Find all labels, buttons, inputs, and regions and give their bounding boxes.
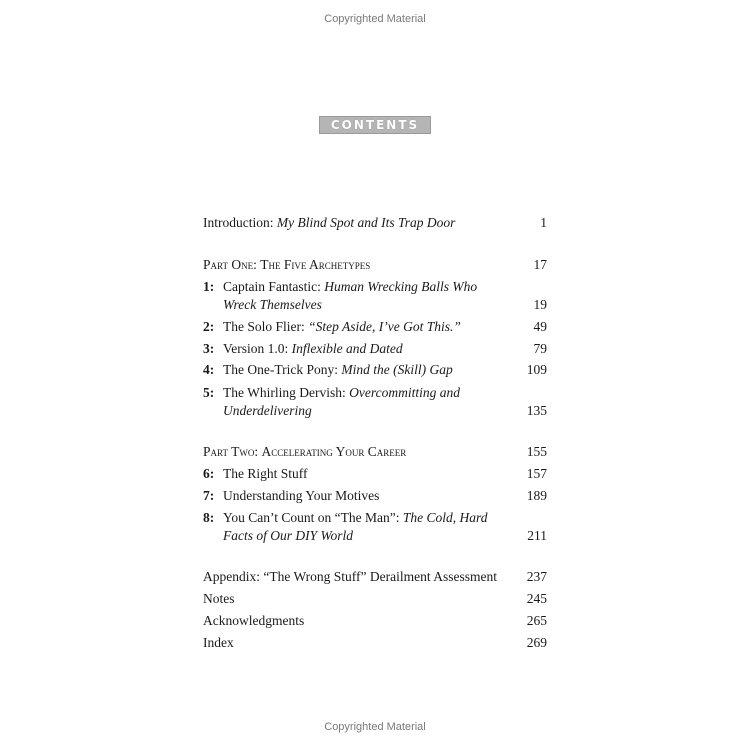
- acknowledgments-label: Acknowledgments: [203, 613, 305, 628]
- part-one-prefix: Part One:: [203, 257, 257, 272]
- chapter-subtitle-line2: Underdelivering: [223, 403, 312, 418]
- page-number: 79: [533, 341, 547, 356]
- chapter-subtitle-line1: Overcommitting and: [349, 385, 460, 400]
- index-label: Index: [203, 635, 234, 650]
- toc-entry-chapter-2[interactable]: [203, 318, 547, 336]
- chapter-number: 3:: [203, 341, 215, 356]
- chapter-number: 8:: [203, 510, 215, 525]
- chapter-subtitle: Inflexible and Dated: [291, 341, 403, 356]
- chapter-subtitle-line1: Human Wrecking Balls Who: [324, 279, 478, 294]
- chapter-title: The Whirling Dervish:: [223, 385, 346, 400]
- page-number: 17: [533, 257, 547, 272]
- chapter-title: You Can’t Count on “The Man”:: [223, 510, 400, 525]
- chapter-number: 1:: [203, 279, 215, 294]
- part-one-title: The Five Archetypes: [260, 257, 371, 272]
- introduction-subtitle: My Blind Spot and Its Trap Door: [276, 215, 456, 230]
- toc-entry-chapter-1[interactable]: [203, 278, 547, 314]
- chapter-number: 2:: [203, 319, 215, 334]
- chapter-title: Captain Fantastic:: [223, 279, 321, 294]
- toc-entry-chapter-5[interactable]: [203, 384, 547, 420]
- toc-entry-notes[interactable]: [203, 590, 547, 608]
- toc-entry-index[interactable]: [203, 634, 547, 652]
- page-number: 211: [527, 528, 547, 543]
- chapter-number: 4:: [203, 362, 215, 377]
- toc-entry-chapter-7[interactable]: [203, 487, 547, 505]
- contents-heading: CONTENTS: [319, 116, 431, 134]
- toc-entry-chapter-4[interactable]: [203, 361, 547, 379]
- page-number: 155: [526, 444, 547, 459]
- page-number: 157: [526, 466, 547, 481]
- page-number: 269: [526, 635, 547, 650]
- page-number: 265: [526, 613, 547, 628]
- chapter-number: 7:: [203, 488, 215, 503]
- chapter-title: The Right Stuff: [223, 466, 308, 481]
- toc-entry-chapter-6[interactable]: [203, 465, 547, 483]
- toc-entry-acknowledgments[interactable]: [203, 612, 547, 630]
- part-two-title: Accelerating Your Career: [261, 444, 407, 459]
- toc-entry-chapter-3[interactable]: [203, 340, 547, 358]
- chapter-title: The One-Trick Pony:: [223, 362, 338, 377]
- page-number: 19: [533, 297, 547, 312]
- page-number: 245: [526, 591, 547, 606]
- toc-entry-appendix[interactable]: [203, 568, 547, 586]
- chapter-title: The Solo Flier:: [223, 319, 305, 334]
- toc-entry-chapter-8[interactable]: [203, 509, 547, 545]
- chapter-title: Version 1.0:: [223, 341, 289, 356]
- copyright-watermark-top: Copyrighted Material: [324, 13, 426, 25]
- chapter-number: 5:: [203, 385, 215, 400]
- introduction-label: Introduction:: [203, 215, 274, 230]
- part-two-prefix: Part Two:: [203, 444, 259, 459]
- page-number: 135: [526, 403, 547, 418]
- chapter-subtitle-line1: The Cold, Hard: [402, 510, 488, 525]
- chapter-title: Understanding Your Motives: [223, 488, 380, 503]
- toc-entry-part-two[interactable]: [203, 443, 547, 461]
- page-number: 237: [526, 569, 547, 584]
- chapter-subtitle: Mind the (Skill) Gap: [341, 362, 453, 377]
- chapter-number: 6:: [203, 466, 215, 481]
- chapter-subtitle-line2: Wreck Themselves: [223, 297, 322, 312]
- appendix-label: Appendix: “The Wrong Stuff” Derailment Assessment: [203, 569, 498, 584]
- page-number: 49: [533, 319, 547, 334]
- toc-entry-introduction[interactable]: [203, 214, 547, 232]
- chapter-subtitle: “Step Aside, I’ve Got This.”: [308, 319, 461, 334]
- page-number: 1: [540, 215, 547, 230]
- chapter-subtitle-line2: Facts of Our DIY World: [223, 528, 354, 543]
- page-number: 189: [526, 488, 547, 503]
- notes-label: Notes: [203, 591, 235, 606]
- toc-entry-part-one[interactable]: [203, 256, 547, 274]
- copyright-watermark-bottom: Copyrighted Material: [324, 721, 426, 733]
- page-number: 109: [526, 362, 547, 377]
